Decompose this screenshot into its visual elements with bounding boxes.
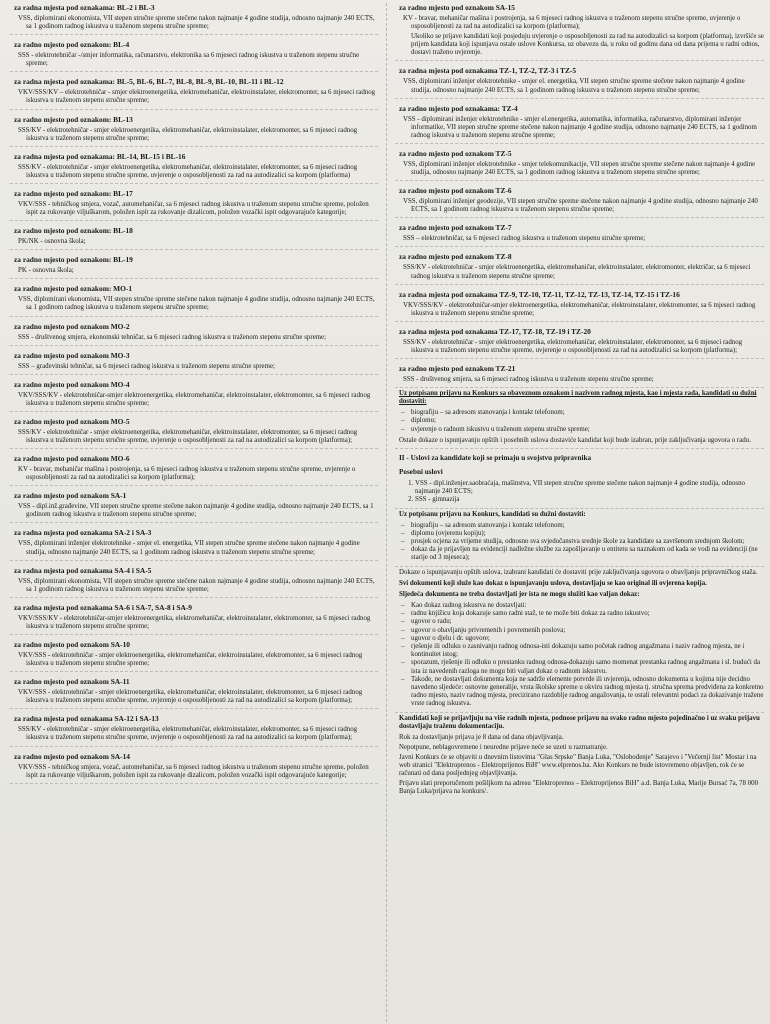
divider xyxy=(10,522,378,523)
divider xyxy=(395,321,764,322)
deadline-note: Rok za dostavljanje prijava je 8 dana od dana objavljivanja. xyxy=(399,733,564,741)
requirement-item: VKV/SSS - elektrotehničar - smjer elektroenergetika, elektromehaničar, elektroinstalater, elektromonter, sa 6 mjeseci radnog iskustva u traženom stepenu stručne spreme; xyxy=(18,652,363,668)
list-item: – diplomu (ovjerenu kopiju); xyxy=(411,530,764,538)
requirement-item: SSS - elektrotehničar -/smjer informatika, računarstvo, elektronika sa 6 mjeseci radnog iskustva u traženom stepenu stručne spreme; xyxy=(18,52,360,68)
requirement-item: SSS/KV - elektrotehničar - smjer elektroenergetika, elektromehaničar, elektroinstalater, elektromonter, električar, sa 6 mjeseci radnog iskustva u traženom stepenu stručne spreme; xyxy=(403,264,751,280)
divider xyxy=(10,746,378,747)
divider xyxy=(10,597,378,598)
list-item: – dokaz da je prijavljen na evidenciji nadležne službe za zapošljavanje u entitetu sa naznakom od kada se vodi na evidenciji (ne starije od 3 mjeseca); xyxy=(411,546,764,562)
section-heading: za radna mjesta pod oznakama: BL-5, BL-6, BL-7, BL-8, BL-9, BL-10, BL-11 i BL-12 xyxy=(14,77,284,87)
divider xyxy=(10,671,378,672)
requirement-item: VKV/SSS/KV - elektrotehničar-smjer elektroenergetika, elektromehaničar, elektroinstalater, elektromonter, sa 6 mjeseci radnog iskustva u traženom stepenu stručne spreme; xyxy=(403,301,756,317)
section-heading: za radna mjesta pod oznakama SA-12 i SA-13 xyxy=(14,714,159,724)
requirement-item: VSS - dipl.inž.građevine, VII stepen stručne spreme stečene nakon najmanje 4 godine studija, odnosno najmanje 240 ECTS, sa 1 godinom radnog iskustva u traženom stepenu stručne spreme; xyxy=(18,503,374,519)
section-heading: za radna mjesta pod oznakama TZ-1, TZ-2, TZ-3 i TZ-5 xyxy=(399,66,577,76)
list-item: – rješenje ili odluku o zasnivanju radnog odnosa-isti dokazuju samo početak radnog angažmana i naziv radnog mjesta, ne i kontinuitet istog; xyxy=(411,643,764,659)
list-item: – Takođe, ne dostavljati dokumenta koja ne sadrže elemente potvrde ili uvjerenja, odnosno dokumenta u kojima nije decidno navedeno sljedeće: osnovne generalije, vrsta školske spreme u okviru radnog mjesta tj. stručna sprema predviđena za konkretno radno mjesto, naziv radnog mjesta, precizirano razdoblje radnog angažovanja, te ostali relevantni podaci za dokazivanje tražene vrste radnog iskustva. xyxy=(411,676,764,709)
divider xyxy=(10,71,378,72)
requirement-item: VSS, diplomirani ekonomista, VII stepen stručne spreme stečene nakon najmanje 4 godine studija, odnosno najmanje 240 ECTS, sa 1 godinom radnog iskustva u traženom stepenu stručne spreme; xyxy=(18,296,375,312)
divider xyxy=(10,249,378,250)
divider xyxy=(395,180,764,181)
signed-documents-list xyxy=(399,409,764,434)
divider xyxy=(395,387,764,388)
special-conditions-list xyxy=(399,480,764,505)
section-heading: za radno mjesto pod oznakom TZ-5 xyxy=(399,148,512,158)
divider xyxy=(10,485,378,486)
divider xyxy=(395,143,764,144)
right-column xyxy=(387,3,764,1022)
section-heading: za radno mjesto pod oznakom MO-2 xyxy=(14,321,130,331)
list-item: – Kao dokaz radnog iskustva ne dostavljati: xyxy=(411,602,764,610)
section-heading: za radna mjesta pod oznakama: BL-2 i BL-3 xyxy=(14,3,155,12)
section-note: Ukoliko se prijave kandidati koji posjeduju uvjerenje o osposobljenosti za rad na autodizalici sa korpom (platforma), izvršiće se prijem kandidata koji ispunjava ostale uslove Konkursa, uz obavezu da, u roku od godinu dana od dana prijema u radni odnos, dostavi traženo uvjerenje. xyxy=(411,33,764,57)
requirement-item: SSS – elektrotehničar, sa 6 mjeseci radnog iskustva u traženom stepenu stručne spreme; xyxy=(403,235,646,243)
proof-conditions-note: Dokaze o ispunjavanju opštih uslova, izabrani kandidati će dostaviti prije zaključivanja ugovora o obavljanju pripravničkog staža. xyxy=(399,568,758,576)
section-heading: za radno mjesto pod oznakom SA-1 xyxy=(14,491,127,501)
requirement-item: VSS, diplomirani inženjer elektrotehnike - smjer el. energetika, VII stepen stručne spreme stečene nakon najmanje 4 godine studija, odnosno najmanje 240 ECTS, sa 1 godinom radnog iskustva u traženom stepenu stručne spreme; xyxy=(18,540,360,556)
list-item: – biografiju – sa adresom stanovanja i kontakt telefonom; xyxy=(411,522,764,530)
section-heading: za radna mjesta pod oznakama SA-6 i SA-7, SA-8 i SA-9 xyxy=(14,602,192,612)
other-proof-note: Ostale dokaze o ispunjavanju opštih i posebnih uslova dostaviće kandidat koji bude izabran, prije zaključivanja ugovora o radu. xyxy=(399,436,751,444)
divider xyxy=(10,34,378,35)
requirement-item: PK/NK - osnovna škola; xyxy=(18,238,86,246)
divider xyxy=(10,708,378,709)
all-documents-note: Svi dokumenti koji služe kao dokaz o ispunjavanju uslova, dostavljaju se kao original ili ovjerena kopija. xyxy=(399,579,707,587)
list-item: – diplomu; xyxy=(411,417,764,425)
section-heading: za radno mjesto pod oznakama: TZ-4 xyxy=(399,103,518,113)
divider xyxy=(10,634,378,635)
section-heading: za radno mjesto pod oznakom: BL-18 xyxy=(14,226,133,236)
section-heading: za radna mjesta pod oznakama SA-4 i SA-5 xyxy=(14,565,152,575)
section-heading: za radno mjesto pod oznakom SA-10 xyxy=(14,640,130,649)
requirement-item: VSS, diplomirani ekonomista, VII stepen stručne spreme stečene nakon najmanje 4 godine studija, odnosno najmanje 240 ECTS, sa 1 godinom radnog iskustva u traženom stepenu stručne spreme; xyxy=(18,15,375,31)
section-2-title: II - Uslovi za kandidate koji se primaju u svojstvu pripravnika xyxy=(399,453,592,462)
section-heading: za radno mjesto pod oznakom SA-11 xyxy=(14,677,130,687)
list-item: – ugovor o obavljanju privremenih i povremenih poslova; xyxy=(411,627,764,635)
divider xyxy=(10,146,378,147)
requirement-item: VSS, diplomirani inženjer elektrotehnike - smjer el. energetika, VII stepen stručne spreme stečene nakon najmanje 4 godine studija, odnosno najmanje 240 ECTS, sa 1 godinom radnog iskustva u traženom stepenu stručne spreme; xyxy=(403,78,745,94)
multiple-applications-note: Kandidati koji se prijavljuju na više radnih mjesta, podnose prijavu na svako radno mjesto pojedinačno i uz svaku prijavu dostavljaju traženu dokumentaciju. xyxy=(399,714,760,730)
requirement-item: VSS, diplomirani inženjer elektrotehnike - smjer telekomunikacije, VII stepen stručne spreme stečene nakon najmanje 4 godine studija, odnosno najmanje 240 ECTS, sa 1 godinom radnog iskustva u traženom stepenu stručne spreme; xyxy=(403,160,756,177)
requirement-item: VKV/SSS - tehničkog smjera, vozač, automehaničar, sa 6 mjeseci radnog iskustva u traženom stepenu stručne spreme, položen ispit za rukovanje viljuškarom, položen ispit za rukovanje dizalicom, položen vozački ispit odgovarajuće kategorije; xyxy=(18,200,369,217)
divider xyxy=(395,358,764,359)
left-column xyxy=(10,3,387,1022)
list-item: – sporazum, rješenje ili odluku o prestanku radnog odnosa-dokazuju samo momenat prestanka radnog angažmana i sl. budući da ista iz navedenih razloga ne mogu biti valjan dokaz o radnom iskustvu. xyxy=(411,659,764,675)
duty-title: Uz potpisanu prijavu na Konkurs, kandidati su dužni dostaviti: xyxy=(399,510,586,518)
section-heading: za radna mjesta pod oznakama: BL-14, BL-15 i BL-16 xyxy=(14,151,186,161)
divider xyxy=(395,284,764,285)
section-heading: za radno mjesto pod oznakom: BL-4 xyxy=(14,40,130,50)
section-heading: za radno mjesto pod oznakom MO-4 xyxy=(14,379,130,389)
divider xyxy=(395,217,764,218)
requirement-item: SSS - društvenog smjera, ekonomski tehničar, sa 6 mjeseci radnog iskustva u traženom stepenu stručne spreme; xyxy=(18,333,327,341)
requirement-item: SSS/KV - elektrotehničar - smjer elektroenergetika, elektromehaničar, elektroinstalater, elektromonter, sa 6 mjeseci radnog iskustva u traženom stepenu stručne spreme; xyxy=(18,126,358,142)
requirement-item: SSS/KV - elektrotehničar - smjer elektroenergetika, elektromehaničar, elektroinstalater, elektromonter, sa 6 mjeseci radnog iskustva u traženom stepenu stručne spreme, uvjerenje o osposobljenosti za rad na autodizalici sa korpom (platforma); xyxy=(18,726,358,742)
requirement-item: VKV/SSS/KV – elektrotehničar - smjer elektroenergetika, elektromehaničar, elektroinstalater, elektromonter, sa 6 mjeseci radnog iskustva u traženom stepenu stručne spreme; xyxy=(18,89,376,105)
not-required-title: Sljedeća dokumenta ne treba dostavljati jer ista ne mogu služiti kao valjan dokaz: xyxy=(399,590,640,598)
requirement-item: PK - osnovna škola; xyxy=(18,267,74,275)
section-heading: za radna mjesta pod oznakama SA-2 i SA-3 xyxy=(14,528,152,538)
list-item: 1. VSS - dipl.inženjer.saobraćaja, mašinstva, VII stepen stručne spreme stečene nakon najmanje 4 godine studija, odnosno najmanje 240 ECTS; xyxy=(415,480,764,496)
divider xyxy=(395,448,764,449)
requirement-item: SSS - društvenog smjera, sa 6 mjeseci radnog iskustva u traženom stepenu stručne spreme; xyxy=(403,375,654,383)
list-item: 2. SSS - gimnazija xyxy=(415,496,764,504)
section-heading: za radno mjesto pod oznakom MO-6 xyxy=(14,454,130,464)
divider xyxy=(10,345,378,346)
divider xyxy=(10,448,378,449)
section-heading: za radno mjesto pod oznakom TZ-7 xyxy=(399,223,512,233)
section-heading: za radna mjesta pod oznakama TZ-9, TZ-10, TZ-11, TZ-12, TZ-13, TZ-14, TZ-15 i TZ-16 xyxy=(399,289,680,299)
requirement-item: VSS, diplomirani inženjer geodezije, VII stepen stručne spreme stečene nakon najmanje 4 godine studija, odnosno najmanje 240 ECTS, sa 1 godinom radnog iskustva u traženom stepenu stručne spreme; xyxy=(403,198,758,214)
section-heading: za radna mjesta pod oznakama TZ-17, TZ-18, TZ-19 i TZ-20 xyxy=(399,326,591,336)
divider xyxy=(10,560,378,561)
section-heading: za radno mjesto pod oznakom SA-14 xyxy=(14,751,130,761)
requirement-item: VKV/SSS/KV - elektrotehničar-smjer elektroenergetika, elektromehaničar, elektroinstalater, elektromonter, sa 6 mjeseci radnog iskustva u traženom stepenu stručne spreme; xyxy=(18,391,371,407)
divider xyxy=(10,109,378,110)
divider xyxy=(395,712,764,713)
incomplete-note: Nepotpune, neblagovremene i neuredne prijave neće se uzeti u razmatranje. xyxy=(399,743,608,751)
divider xyxy=(10,220,378,221)
divider xyxy=(10,183,378,184)
section-heading: za radno mjesto pod oznakom MO-3 xyxy=(14,350,130,360)
list-item: – biografiju – sa adresom stanovanja i kontakt telefonom; xyxy=(411,409,764,417)
list-item: – ugovor o djelu i dr. ugovore; xyxy=(411,635,764,643)
divider xyxy=(395,246,764,247)
requirement-item: SSS/KV - elektrotehničar - smjer elektroenergetika, elektromehaničar, elektroinstalater, elektromonter, sa 6 mjeseci radnog iskustva u traženom stepenu stručne spreme, uvjerenje o osposobljenosti za rad na autodizalici sa korpom (platforma); xyxy=(403,338,743,354)
requirement-item: KV - bravar, mehaničar mašina i postrojenja, sa 6 mjeseci radnog iskustva u traženom stepenu stručne spreme, uvjerenje o osposobljenosti za rad na autodizalici sa korpom (platforma); xyxy=(403,15,741,31)
section-heading: za radno mjesto pod oznakom TZ-6 xyxy=(399,186,512,196)
requirement-item: VKV/SSS - elektrotehničar - smjer elektroenergetika, elektromehaničar, elektroinstalater, elektromonter, sa 6 mjeseci radnog iskustva u traženom stepenu stručne spreme, uvjerenje o osposobljenosti za rad na autodizalici sa korpom (platforma); xyxy=(18,689,363,705)
section-heading: za radno mjesto pod oznakom: BL-13 xyxy=(14,114,133,124)
requirement-item: KV - bravar, mehaničar mašina i postrojenja, sa 6 mjeseci radnog iskustva u traženom stepenu stručne spreme, uvjerenje o osposobljenosti za rad na autodizalici sa korpom (platforma); xyxy=(18,466,356,482)
divider xyxy=(395,508,764,509)
list-item: – prosjek ocjena za vrijeme studija, odnosno sva svjedočanstva srednje škole za kandidate sa završenom srednjom školom; xyxy=(411,538,764,546)
requirement-item: SSS/KV - elektrotehničar - smjer elektroenergetika, elektromehaničar, elektroinstalater, elektromonter, sa 6 mjeseci radnog iskustva u traženom stepenu stručne spreme, uvjerenje o osposobljenosti za rad na autodizalici sa korpom (platforma); xyxy=(18,428,358,444)
section-heading: za radno mjesto pod oznakom: MO-1 xyxy=(14,284,133,294)
divider xyxy=(10,411,378,412)
divider xyxy=(395,60,764,61)
section-heading: za radno mjesto pod oznakom MO-5 xyxy=(14,416,130,426)
divider xyxy=(10,316,378,317)
right-job-list xyxy=(395,3,764,388)
special-conditions-title: Posebni uslovi xyxy=(399,467,443,476)
divider xyxy=(10,783,378,784)
divider xyxy=(395,566,764,567)
section-heading: za radno mjesto pod oznakom TZ-21 xyxy=(399,363,516,373)
requirement-item: VSS - diplomirani inženjer elektrotehnike - smjer el.energetika, automatika, informatika, računarstvo, diplomirani inženjer informatike, VII stepen stručne spreme stečene nakon najmanje 4 godine studija, odnosno najmanje 240 ECTS, sa 1 godinom radnog iskustva u traženom stepenu stručne spreme; xyxy=(403,115,757,139)
divider xyxy=(395,98,764,99)
divider xyxy=(10,278,378,279)
list-item: – radnu knjižicu koja dokazuje samo radni staž, te ne može biti dokaz za radno iskustvo; xyxy=(411,610,764,618)
list-item: – ugovor o radu; xyxy=(411,618,764,626)
send-address-note: Prijavu slati preporučenom pošiljkom na adresu "Elektroprenos – Elektroprijenos BiH" a.d. Banja Luka, Marije Bursać 7a, 78 000 Banja Luka/prijava na konkurs/. xyxy=(399,780,759,796)
not-required-list xyxy=(399,602,764,709)
duty-documents-list xyxy=(399,522,764,563)
requirement-item: SSS/KV - elektrotehničar - smjer elektroenergetika, elektromehaničar, elektroinstalater, elektromonter, sa 6 mjeseci radnog iskustva u traženom stepenu stručne spreme, uvjerenje o osposobljenosti za rad na autodizalici sa korpom (platforma) xyxy=(18,163,358,179)
list-item: – uvjerenje o radnom iskustvu u traženom stepenu stručne spreme; xyxy=(411,426,764,434)
section-heading: za radno mjesto pod oznakom TZ-8 xyxy=(399,252,512,262)
section-heading: za radno mjesto pod oznakom: BL-17 xyxy=(14,188,133,198)
signed-application-intro: Uz potpisanu prijavu na Konkurs sa obaveznom oznakom i nazivom radnog mjesta, kao i mjesta rada, kandidati su dužni dostaviti: xyxy=(399,390,757,406)
divider xyxy=(10,374,378,375)
requirement-item: VKV/SSS/KV - elektrotehničar-smjer elektroenergetika, elektromehaničar, elektroinstalater, elektromonter, sa 6 mjeseci radnog iskustva u traženom stepenu stručne spreme; xyxy=(18,614,371,630)
publication-note: Javni Konkurs će se objaviti u dnevnim listovima "Glas Srpske" Banja Luka, "Oslobođenje" Sarajevo i "Večernji list" Mostar i na web stranici "Elektroprenos - Elektroprijenos BiH" www.elprenos.ba. Ako Konkurs ne bude istovremeno objavljen, rok će se računati od dana posljednjeg objavljivanja. xyxy=(399,753,757,778)
requirement-item: VKV/SSS - tehničkog smjera, vozač, automehaničar, sa 6 mjeseci radnog iskustva u traženom stepenu stručne spreme, položen ispit za rukovanje viljuškarom, položen ispit za rukovanje dizalicom, položen vozački ispit odgovarajuće kategorije; xyxy=(18,763,369,779)
section-heading: za radno mjesto pod oznakom: BL-19 xyxy=(14,255,133,265)
requirement-item: SSS – građevinski tehničar, sa 6 mjeseci radnog iskustva u traženom stepenu stručne spreme; xyxy=(18,362,275,370)
requirement-item: VSS, diplomirani ekonomista, VII stepen stručne spreme stečene nakon najmanje 4 godine studija, odnosno najmanje 240 ECTS, sa 1 godinom radnog iskustva u traženom stepenu stručne spreme; xyxy=(18,577,375,593)
section-heading: za radno mjesto pod oznakom SA-15 xyxy=(399,3,515,12)
